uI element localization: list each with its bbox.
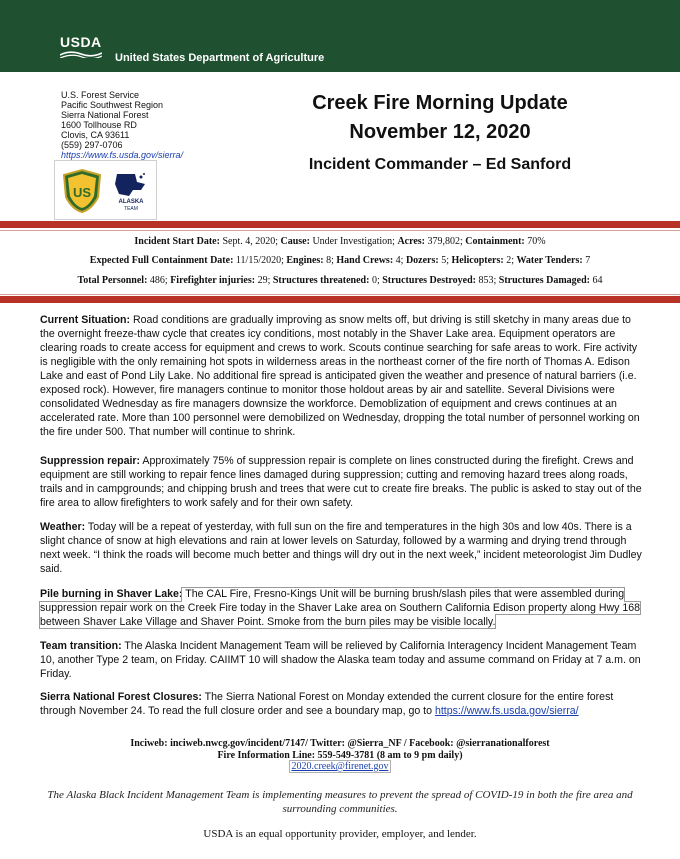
weather-paragraph: [40, 520, 645, 576]
fact-label: Incident Start Date:: [134, 236, 220, 247]
fact-label: Structures Destroyed:: [382, 275, 476, 286]
fact-value: 11/15/2020;: [233, 255, 287, 266]
section-text: Road conditions are gradually improving as snow melts off, but driving is still sketchy in many areas due to the overnight freeze-thaw cycle that creates icy conditions, most notably in the Shaver Lake area. Equipment operators are clearing roads to create access for equipment and crews to work. Scouts continue searching for safe areas to work. Fire activity is negligible with the only remaining hot spots in wilderness areas in the northeast corner of the fire north of Thomas A. Edison Lake and east of Pond Lily Lake. No additional fire spread is anticipated given the weather and presence of natural barriers (i.e. exposed rock). However, fire managers continue to monitor those holdout areas by air and satellite. Several Divisions were consolidated Wednesday as fire managers downsize the workforce. Demoblization of equipment and crews continues at an accelerated rate. More than 100 personnel were demobilized on Wednesday, dropping the total number of personnel working on the fire under 500. That number will continue to shrink.: [40, 314, 640, 438]
agency-website-link[interactable]: https://www.fs.usda.gov/sierra/: [61, 150, 184, 160]
fact-label: Hand Crews:: [336, 255, 394, 266]
equal-opportunity-statement: USDA is an equal opportunity provider, employer, and lender.: [203, 828, 477, 840]
suppression-repair-paragraph: [40, 454, 645, 510]
fact-label: Expected Full Containment Date:: [89, 255, 234, 266]
fact-value: Sept. 4, 2020;: [219, 236, 281, 247]
update-date: November 12, 2020: [349, 121, 531, 143]
incident-facts-line-1: [0, 236, 680, 247]
section-text: The CAL Fire, Fresno-Kings Unit will be burning brush/slash piles that were assembled during suppression repair work on the Creek Fire today in the Shaver Lake area on Southern California Edison property along Hwy 168 between Shaver Lake Village and Shaver Point. Smoke from the burn piles may be visible locally.: [40, 588, 641, 628]
section-text: The Sierra National Forest on Monday extended the current closure for the entire forest through November 24. To read the full closure order and see a boundary map, go to: [40, 691, 614, 717]
agency-line: Pacific Southwest Region: [61, 100, 164, 110]
forest-closures-paragraph: [40, 690, 645, 718]
fact-value: 64: [589, 275, 603, 286]
fact-value: 2;: [503, 255, 517, 266]
incident-commander: Incident Commander – Ed Sanford: [308, 156, 572, 173]
fact-label: Water Tenders:: [516, 255, 583, 266]
fact-value: 853;: [476, 275, 499, 286]
closure-order-link[interactable]: https://www.fs.usda.gov/sierra/: [434, 705, 579, 717]
fact-value: 0;: [369, 275, 383, 286]
contact-email-link[interactable]: 2020.creek@firenet.gov: [291, 761, 389, 772]
fact-value: 7: [582, 255, 591, 266]
forest-service-shield-icon: [62, 169, 102, 213]
usda-logo-text: USDA: [60, 34, 102, 50]
section-heading: Current Situation:: [40, 314, 131, 326]
fact-label: Structures threatened:: [272, 275, 370, 286]
section-text: The Alaska Incident Management Team will be relieved by California Interagency Incident Management Team 10, another Type 2 team, on Friday. CAIIMT 10 will shadow the Alaska team today and assume command on Friday at 7 a.m. on Friday.: [40, 640, 641, 680]
fact-label: Containment:: [465, 236, 525, 247]
fact-value: 4;: [393, 255, 406, 266]
alaska-team-badge-icon: [111, 170, 151, 212]
fact-value: 379,802;: [425, 236, 466, 247]
fact-label: Cause:: [280, 236, 310, 247]
fact-value: 29;: [255, 275, 273, 286]
current-situation-paragraph: [40, 313, 645, 439]
fact-value: 5;: [438, 255, 452, 266]
inciweb-social-line: Inciweb: inciweb.nwcg.gov/incident/7147/ Twitter: @Sierra_NF / Facebook: @sierranationalforest: [130, 738, 550, 749]
section-text: Today will be a repeat of yesterday, with full sun on the fire and temperatures in the high 30s and low 40s. There is a slight chance of snow at high elevations and rain at lower levels on Saturday, followed by a warming and drying trend through next week. “I think the roads will become much better and things will dry out in the next week,” incident meteorologist Jim Dudley said.: [40, 521, 642, 575]
agency-badges: [54, 160, 157, 220]
agency-line: 1600 Tollhouse RD: [61, 120, 137, 130]
svg-text:TEAM: TEAM: [124, 206, 138, 212]
usda-logo-wave-icon: [60, 50, 102, 58]
agency-line: Sierra National Forest: [61, 110, 149, 120]
incident-facts-line-2: [0, 255, 680, 266]
fact-value: 8;: [323, 255, 337, 266]
incident-facts-line-3: [0, 275, 680, 286]
fact-label: Structures Damaged:: [498, 275, 590, 286]
divider-bottom-thin: [0, 294, 680, 295]
agency-line: Clovis, CA 93611: [61, 130, 130, 140]
page-title: Creek Fire Morning Update: [312, 92, 568, 114]
fire-information-line: Fire Information Line: 559-549-3781 (8 am to 9 pm daily): [217, 750, 463, 761]
section-heading: Team transition:: [40, 640, 122, 652]
section-text: Approximately 75% of suppression repair is complete on lines constructed during the firefight. Crews and equipment are still working to repair fence lines damaged during suppression; cutting and removing hazard trees along roads, trails and in campgrounds; and chipping brush and trees that were cut to create fire breaks. The public is asked to stay out of the fire area to allow firefighters to work safely and for their own safety.: [40, 455, 642, 509]
agency-line: (559) 297-0706: [61, 140, 123, 150]
usda-logo: [60, 34, 102, 60]
svg-text:US: US: [72, 185, 92, 200]
section-heading: Suppression repair:: [40, 455, 141, 467]
section-heading: Weather:: [40, 521, 86, 533]
fact-label: Dozers:: [405, 255, 439, 266]
fact-value: 486;: [147, 275, 171, 286]
fact-label: Total Personnel:: [77, 275, 148, 286]
fact-label: Firefighter injuries:: [170, 275, 256, 286]
pile-burning-paragraph: [40, 587, 645, 629]
divider-top-thin: [0, 230, 680, 231]
department-name: United States Department of Agriculture: [115, 52, 325, 64]
fact-label: Helicopters:: [451, 255, 504, 266]
contact-email-line: [0, 760, 680, 773]
team-transition-paragraph: [40, 639, 645, 681]
fact-value: 70%: [524, 236, 546, 247]
fact-label: Engines:: [286, 255, 324, 266]
divider-top: [0, 221, 680, 228]
fact-label: Acres:: [397, 236, 426, 247]
covid-note: The Alaska Black Incident Management Team is implementing measures to prevent the spread of COVID-19 in both the fire area and surrounding communities.: [47, 789, 633, 815]
section-heading: Sierra National Forest Closures:: [40, 691, 202, 703]
fact-value: Under Investigation;: [309, 236, 398, 247]
agency-line: U.S. Forest Service: [61, 90, 140, 100]
agency-address: [61, 90, 183, 160]
divider-bottom: [0, 296, 680, 303]
usda-header-banner: [0, 0, 680, 72]
section-heading: Pile burning in Shaver Lake:: [40, 588, 183, 600]
svg-text:ALASKA: ALASKA: [118, 199, 144, 205]
